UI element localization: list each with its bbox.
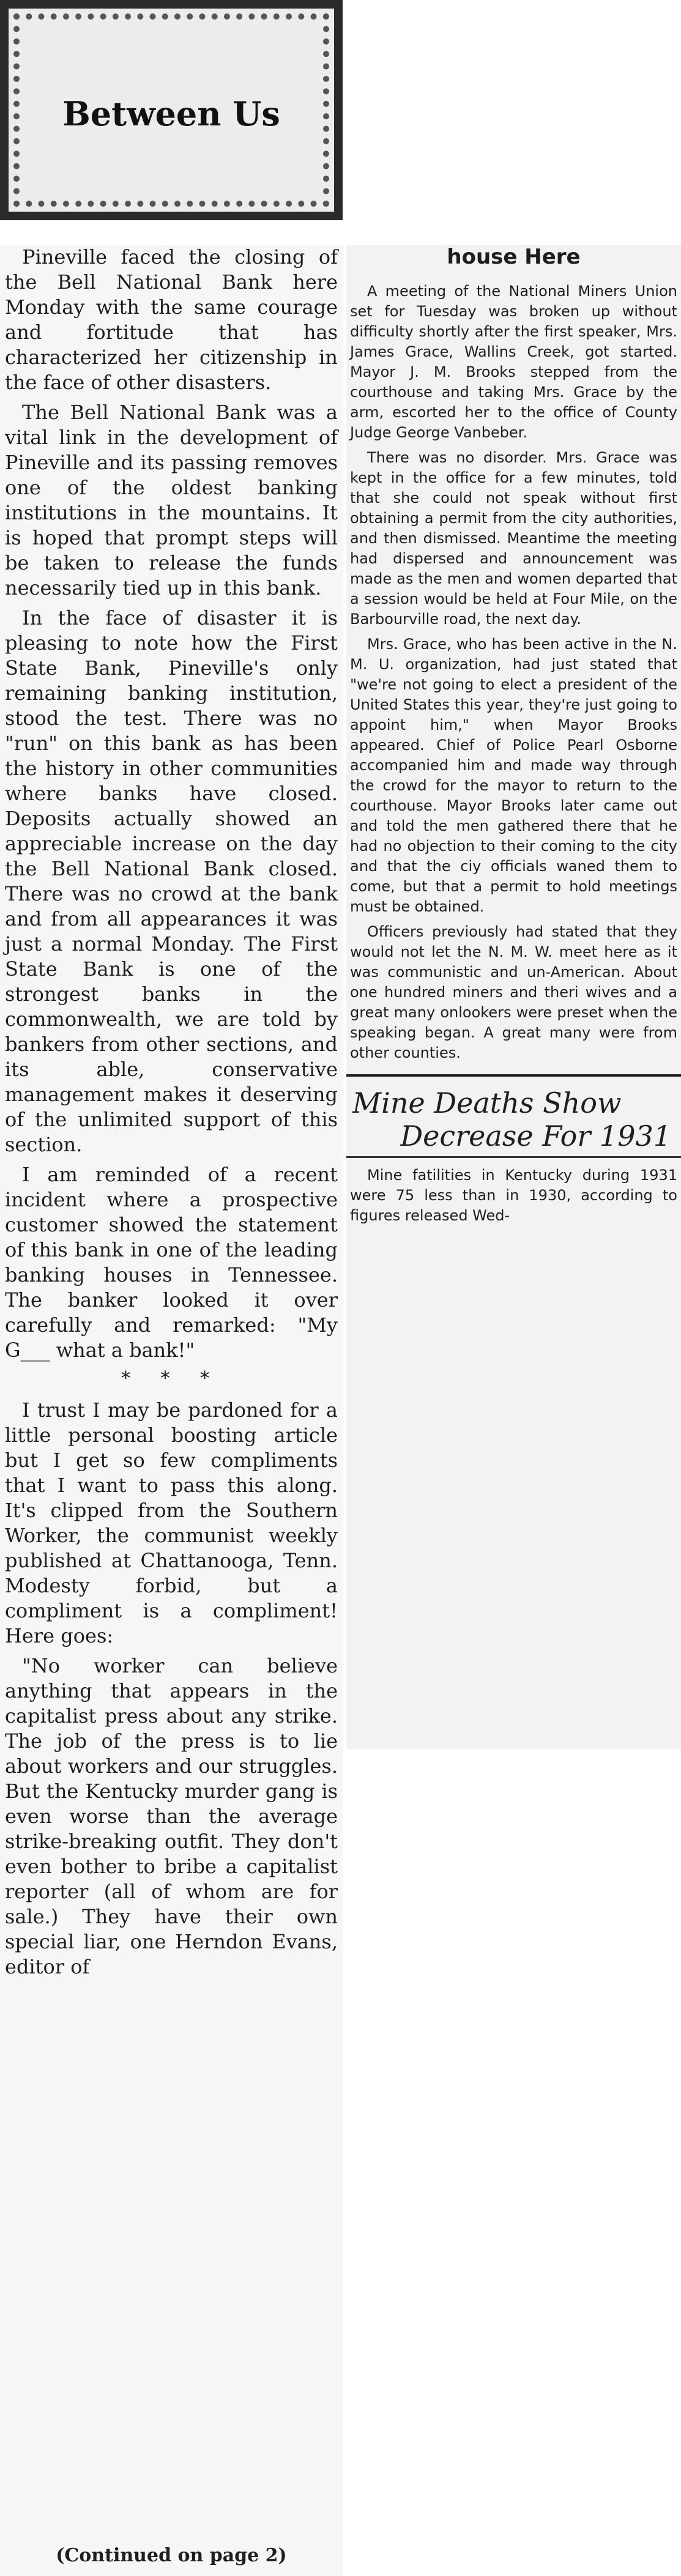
editorial-paragraph: The Bell National Bank was a vital link in the development of Pineville and its passing removes one of the oldest banking institutions in the mountains. It is hoped that prompt steps will be taken to release the funds necessarily tied up in this bank.	[5, 401, 338, 599]
mine-deaths-headline	[346, 1074, 681, 1153]
headline-line-1: Mine Deaths Show	[352, 1086, 622, 1119]
section-separator: * * *	[121, 1368, 222, 1389]
story-headline: house Here	[447, 245, 581, 269]
news-column	[346, 245, 681, 1750]
editorial-paragraph: I am reminded of a recent incident where a prospective customer showed the statement of this bank in one of the leading banking houses in Tennessee. The banker looked it over carefully and remarked: "My G___ what a bank!"	[5, 1163, 338, 1362]
editorial-heading-box	[0, 0, 343, 220]
editorial-column	[0, 245, 343, 2576]
editorial-paragraph: I trust I may be pardoned for a little personal boosting article but I get so few compliments that I want to pass this along. It's clipped from the Southern Worker, the communist weekly published at Chattanooga, Tenn. Modesty forbid, but a compliment is a compliment! Here goes:	[5, 1398, 338, 1647]
headline-line-2: Decrease For 1931	[400, 1119, 671, 1153]
editorial-paragraph: Pineville faced the closing of the Bell National Bank here Monday with the same courage and fortitude that has characterized her citizenship in the face of other disasters.	[5, 245, 338, 394]
continued-note: (Continued on page 2)	[56, 2545, 287, 2566]
editorial-paragraph: "No worker can believe anything that appears in the capitalist press about any strike. The job of the press is to lie about workers and our struggles. But the Kentucky murder gang is even worse than the average strike-breaking outfit. They don't even bother to bribe a capitalist reporter (all of whom are for sale.) They have their own special liar, one Herndon Evans, editor of	[5, 1654, 338, 1978]
news-paragraph: Officers previously had stated that they would not let the N. M. W. meet here as it was communistic and un-American. About one hundred miners and theri wives and a great many onlookers were preset when the speaking began. A great many were from other counties.	[350, 923, 677, 1061]
news-paragraph: Mine fatilities in Kentucky during 1931 were 75 less than in 1930, according to figures released Wed-	[350, 1167, 677, 1224]
news-paragraph: A meeting of the National Miners Union set for Tuesday was broken up without difficulty shortly after the first speaker, Mrs. James Grace, Wallins Creek, got started. Mayor J. M. Brooks stepped from the courthouse and taking Mrs. Grace by the arm, escorted her to the office of County Judge George Vanbeber.	[350, 283, 677, 441]
news-paragraph: Mrs. Grace, who has been active in the N. M. U. organization, had just stated that "we're not going to elect a president of the United States this year, they're just going to appoint him," when Mayor Brooks appeared. Chief of Police Pearl Osborne accompanied him and made way through the crowd for the mayor to return to the courthouse. Mayor Brooks later came out and told the men gathered there that he had no objection to their coming to the city and that the ciy officials waned them to come, but that a permit to hold meetings must be obtained.	[350, 636, 677, 915]
editorial-title: Between Us	[62, 94, 280, 133]
headline-rule	[346, 1156, 681, 1158]
editorial-paragraph: In the face of disaster it is pleasing to note how the First State Bank, Pineville's only remaining banking institution, stood the test. There was no "run" on this bank as has been the history in other communities where banks have closed. Deposits actually showed an appreciable increase on the day the Bell National Bank closed. There was no crowd at the bank and from all appearances it was just a normal Monday. The First State Bank is one of the strongest banks in the commonwealth, we are told by bankers from other sections, and its able, conservative management makes it deserving of the unlimited support of this section.	[5, 606, 338, 1156]
news-paragraph: There was no disorder. Mrs. Grace was kept in the office for a few minutes, told that she could not speak without first obtaining a permit from the city authorities, and then dismissed. Meantime the meeting had dispersed and announcement was made as the men and women departed that a session would be held at Four Mile, on the Barbourville road, the next day.	[350, 449, 677, 628]
